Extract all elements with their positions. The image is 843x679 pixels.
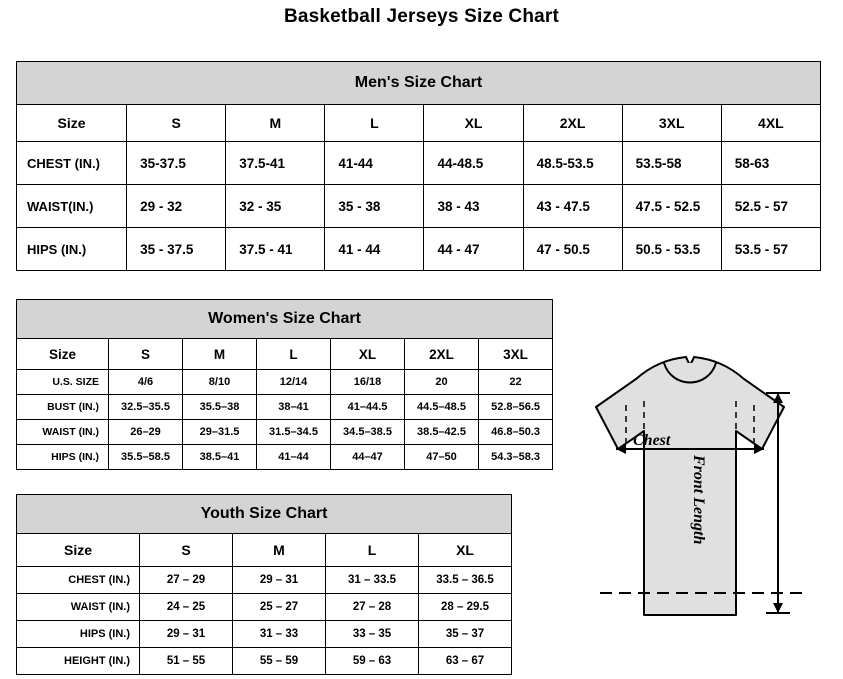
cell-waist-3xl: 46.8–50.3: [479, 420, 553, 445]
cell-chest-xl: 33.5 – 36.5: [419, 567, 512, 594]
cell-waist-l: 31.5–34.5: [257, 420, 331, 445]
cell-height-s: 51 – 55: [140, 648, 233, 675]
row-label-waist: WAIST(IN.): [17, 185, 127, 228]
cell-hips-3xl: 50.5 - 53.5: [622, 228, 721, 271]
cell-chest-m: 37.5-41: [226, 142, 325, 185]
row-label-hips: HIPS (IN.): [17, 621, 140, 648]
column-header-m: M: [183, 339, 257, 370]
table-row: [17, 621, 512, 648]
column-header-4xl: 4XL: [721, 105, 820, 142]
front-length-measure-label: Front Length: [690, 455, 707, 545]
cell-us-size-2xl: 20: [405, 370, 479, 395]
row-label-chest: CHEST (IN.): [17, 142, 127, 185]
cell-waist-xl: 34.5–38.5: [331, 420, 405, 445]
table-row: [17, 420, 553, 445]
cell-bust-3xl: 52.8–56.5: [479, 395, 553, 420]
cell-waist-m: 29–31.5: [183, 420, 257, 445]
cell-waist-2xl: 43 - 47.5: [523, 185, 622, 228]
cell-bust-l: 38–41: [257, 395, 331, 420]
cell-waist-s: 24 – 25: [140, 594, 233, 621]
cell-hips-xl: 44 - 47: [424, 228, 523, 271]
cell-bust-xl: 41–44.5: [331, 395, 405, 420]
cell-height-m: 55 – 59: [233, 648, 326, 675]
row-label-us-size: U.S. SIZE: [17, 370, 109, 395]
cell-us-size-3xl: 22: [479, 370, 553, 395]
cell-hips-xl: 35 – 37: [419, 621, 512, 648]
cell-waist-xl: 38 - 43: [424, 185, 523, 228]
column-header-l: L: [326, 534, 419, 567]
cell-us-size-s: 4/6: [109, 370, 183, 395]
row-label-waist: WAIST (IN.): [17, 594, 140, 621]
column-header-s: S: [140, 534, 233, 567]
cell-bust-s: 32.5–35.5: [109, 395, 183, 420]
cell-waist-m: 32 - 35: [226, 185, 325, 228]
womens-table-heading: Women's Size Chart: [17, 300, 553, 339]
table-row: [17, 648, 512, 675]
cell-hips-4xl: 53.5 - 57: [721, 228, 820, 271]
cell-waist-3xl: 47.5 - 52.5: [622, 185, 721, 228]
cell-chest-4xl: 58-63: [721, 142, 820, 185]
cell-us-size-l: 12/14: [257, 370, 331, 395]
column-header-2xl: 2XL: [405, 339, 479, 370]
cell-bust-m: 35.5–38: [183, 395, 257, 420]
cell-hips-2xl: 47–50: [405, 445, 479, 470]
column-header-xl: XL: [331, 339, 405, 370]
cell-hips-m: 37.5 - 41: [226, 228, 325, 271]
mens-table-heading: Men's Size Chart: [17, 62, 821, 105]
cell-us-size-xl: 16/18: [331, 370, 405, 395]
row-label-hips: HIPS (IN.): [17, 445, 109, 470]
table-row: [17, 445, 553, 470]
column-header-2xl: 2XL: [523, 105, 622, 142]
cell-waist-4xl: 52.5 - 57: [721, 185, 820, 228]
cell-waist-l: 27 – 28: [326, 594, 419, 621]
table-row: [17, 370, 553, 395]
column-header-s: S: [109, 339, 183, 370]
cell-waist-m: 25 – 27: [233, 594, 326, 621]
cell-hips-l: 33 – 35: [326, 621, 419, 648]
column-header-l: L: [325, 105, 424, 142]
page-title: Basketball Jerseys Size Chart: [283, 6, 560, 27]
cell-waist-2xl: 38.5–42.5: [405, 420, 479, 445]
cell-chest-l: 31 – 33.5: [326, 567, 419, 594]
column-header-xl: XL: [424, 105, 523, 142]
cell-hips-s: 35 - 37.5: [127, 228, 226, 271]
column-header-xl: XL: [419, 534, 512, 567]
table-row: [17, 594, 512, 621]
cell-height-xl: 63 – 67: [419, 648, 512, 675]
cell-hips-m: 31 – 33: [233, 621, 326, 648]
column-header-size: Size: [17, 105, 127, 142]
table-row: [17, 185, 821, 228]
cell-chest-l: 41-44: [325, 142, 424, 185]
cell-chest-3xl: 53.5-58: [622, 142, 721, 185]
cell-chest-s: 35-37.5: [127, 142, 226, 185]
cell-hips-l: 41–44: [257, 445, 331, 470]
table-row: [17, 142, 821, 185]
cell-waist-l: 35 - 38: [325, 185, 424, 228]
cell-hips-s: 35.5–58.5: [109, 445, 183, 470]
table-row: [17, 395, 553, 420]
row-label-hips: HIPS (IN.): [17, 228, 127, 271]
column-header-size: Size: [17, 534, 140, 567]
cell-hips-s: 29 – 31: [140, 621, 233, 648]
table-row: [17, 228, 821, 271]
cell-chest-s: 27 – 29: [140, 567, 233, 594]
row-label-height: HEIGHT (IN.): [17, 648, 140, 675]
column-header-3xl: 3XL: [479, 339, 553, 370]
cell-us-size-m: 8/10: [183, 370, 257, 395]
cell-hips-2xl: 47 - 50.5: [523, 228, 622, 271]
cell-waist-s: 26–29: [109, 420, 183, 445]
youth-size-chart-table: [16, 494, 512, 675]
column-header-3xl: 3XL: [622, 105, 721, 142]
cell-hips-m: 38.5–41: [183, 445, 257, 470]
column-header-s: S: [127, 105, 226, 142]
column-header-l: L: [257, 339, 331, 370]
cell-height-l: 59 – 63: [326, 648, 419, 675]
womens-size-chart-table: [16, 299, 553, 470]
row-label-bust: BUST (IN.): [17, 395, 109, 420]
chest-measure-label: Chest: [633, 432, 671, 449]
cell-chest-m: 29 – 31: [233, 567, 326, 594]
cell-hips-3xl: 54.3–58.3: [479, 445, 553, 470]
shirt-measurement-diagram: [540, 345, 840, 675]
cell-chest-2xl: 48.5-53.5: [523, 142, 622, 185]
cell-bust-2xl: 44.5–48.5: [405, 395, 479, 420]
cell-hips-l: 41 - 44: [325, 228, 424, 271]
mens-size-chart-table: [16, 61, 821, 271]
column-header-size: Size: [17, 339, 109, 370]
youth-table-heading: Youth Size Chart: [17, 495, 512, 534]
cell-hips-xl: 44–47: [331, 445, 405, 470]
cell-waist-s: 29 - 32: [127, 185, 226, 228]
row-label-chest: CHEST (IN.): [17, 567, 140, 594]
table-row: [17, 567, 512, 594]
cell-chest-xl: 44-48.5: [424, 142, 523, 185]
row-label-waist: WAIST (IN.): [17, 420, 109, 445]
column-header-m: M: [233, 534, 326, 567]
cell-waist-xl: 28 – 29.5: [419, 594, 512, 621]
column-header-m: M: [226, 105, 325, 142]
